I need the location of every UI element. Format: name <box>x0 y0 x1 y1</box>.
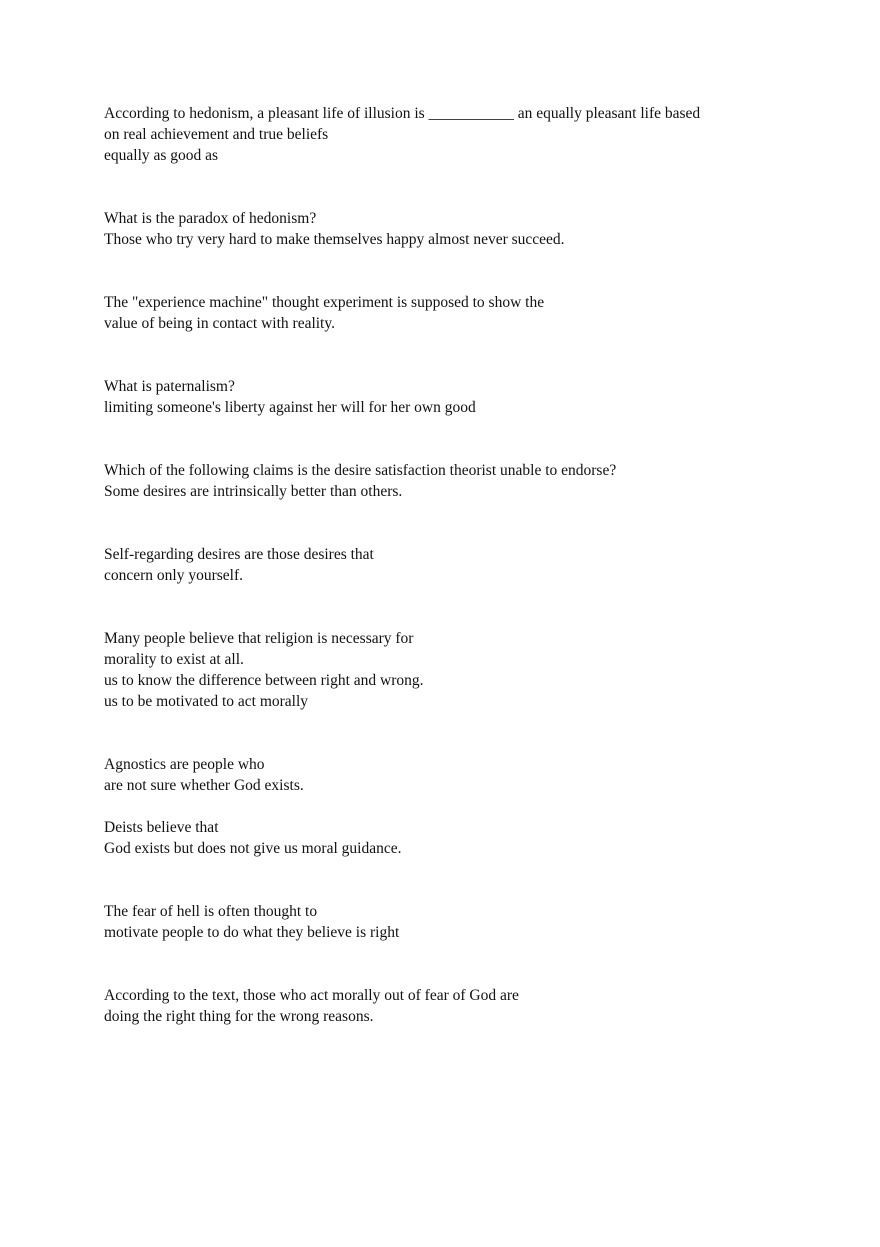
spacer <box>104 859 804 901</box>
spacer <box>104 418 804 460</box>
question-text: Self-regarding desires are those desires that <box>104 546 374 563</box>
spacer <box>104 586 804 628</box>
qa-item-agnostics <box>104 754 804 796</box>
spacer <box>104 502 804 544</box>
answer-text: morality to exist at all. <box>104 651 244 668</box>
answer-text: value of being in contact with reality. <box>104 315 335 332</box>
answer-text: motivate people to do what they believe is right <box>104 924 400 941</box>
answer-text: doing the right thing for the wrong reasons. <box>104 1008 374 1025</box>
question-text: What is the paradox of hedonism? <box>104 210 317 227</box>
question-text: Which of the following claims is the desire satisfaction theorist unable to endorse? <box>104 462 617 479</box>
answer-text: equally as good as <box>104 147 219 164</box>
answer-text: God exists but does not give us moral guidance. <box>104 840 402 857</box>
qa-item-fear-of-god <box>104 985 804 1027</box>
answer-text: concern only yourself. <box>104 567 244 584</box>
question-text: According to hedonism, a pleasant life of illusion is ___________ an equally pleasant life based <box>104 105 701 122</box>
qa-item-paternalism <box>104 376 804 418</box>
document-body <box>104 103 804 1027</box>
answer-text: us to be motivated to act morally <box>104 693 309 710</box>
qa-item-deists <box>104 817 804 859</box>
question-text: The "experience machine" thought experiment is supposed to show the <box>104 294 545 311</box>
spacer <box>104 943 804 985</box>
answer-text: us to know the difference between right and wrong. <box>104 672 424 689</box>
qa-item-desire-satisfaction <box>104 460 804 502</box>
answer-text: Those who try very hard to make themselves happy almost never succeed. <box>104 231 565 248</box>
spacer <box>104 250 804 292</box>
qa-item-paradox-of-hedonism <box>104 208 804 250</box>
qa-item-religion-morality <box>104 628 804 712</box>
spacer <box>104 166 804 208</box>
question-text-continued: on real achievement and true beliefs <box>104 126 329 143</box>
answer-text: limiting someone's liberty against her will for her own good <box>104 399 476 416</box>
question-text: What is paternalism? <box>104 378 235 395</box>
question-text: According to the text, those who act morally out of fear of God are <box>104 987 519 1004</box>
qa-item-hedonism-illusion <box>104 103 804 166</box>
question-text: Deists believe that <box>104 819 219 836</box>
qa-item-self-regarding-desires <box>104 544 804 586</box>
question-text: Many people believe that religion is necessary for <box>104 630 414 647</box>
qa-item-fear-of-hell <box>104 901 804 943</box>
spacer <box>104 796 804 817</box>
answer-text: Some desires are intrinsically better than others. <box>104 483 403 500</box>
qa-item-experience-machine <box>104 292 804 334</box>
question-text: Agnostics are people who <box>104 756 265 773</box>
spacer <box>104 334 804 376</box>
question-text: The fear of hell is often thought to <box>104 903 318 920</box>
spacer <box>104 712 804 754</box>
answer-text: are not sure whether God exists. <box>104 777 304 794</box>
